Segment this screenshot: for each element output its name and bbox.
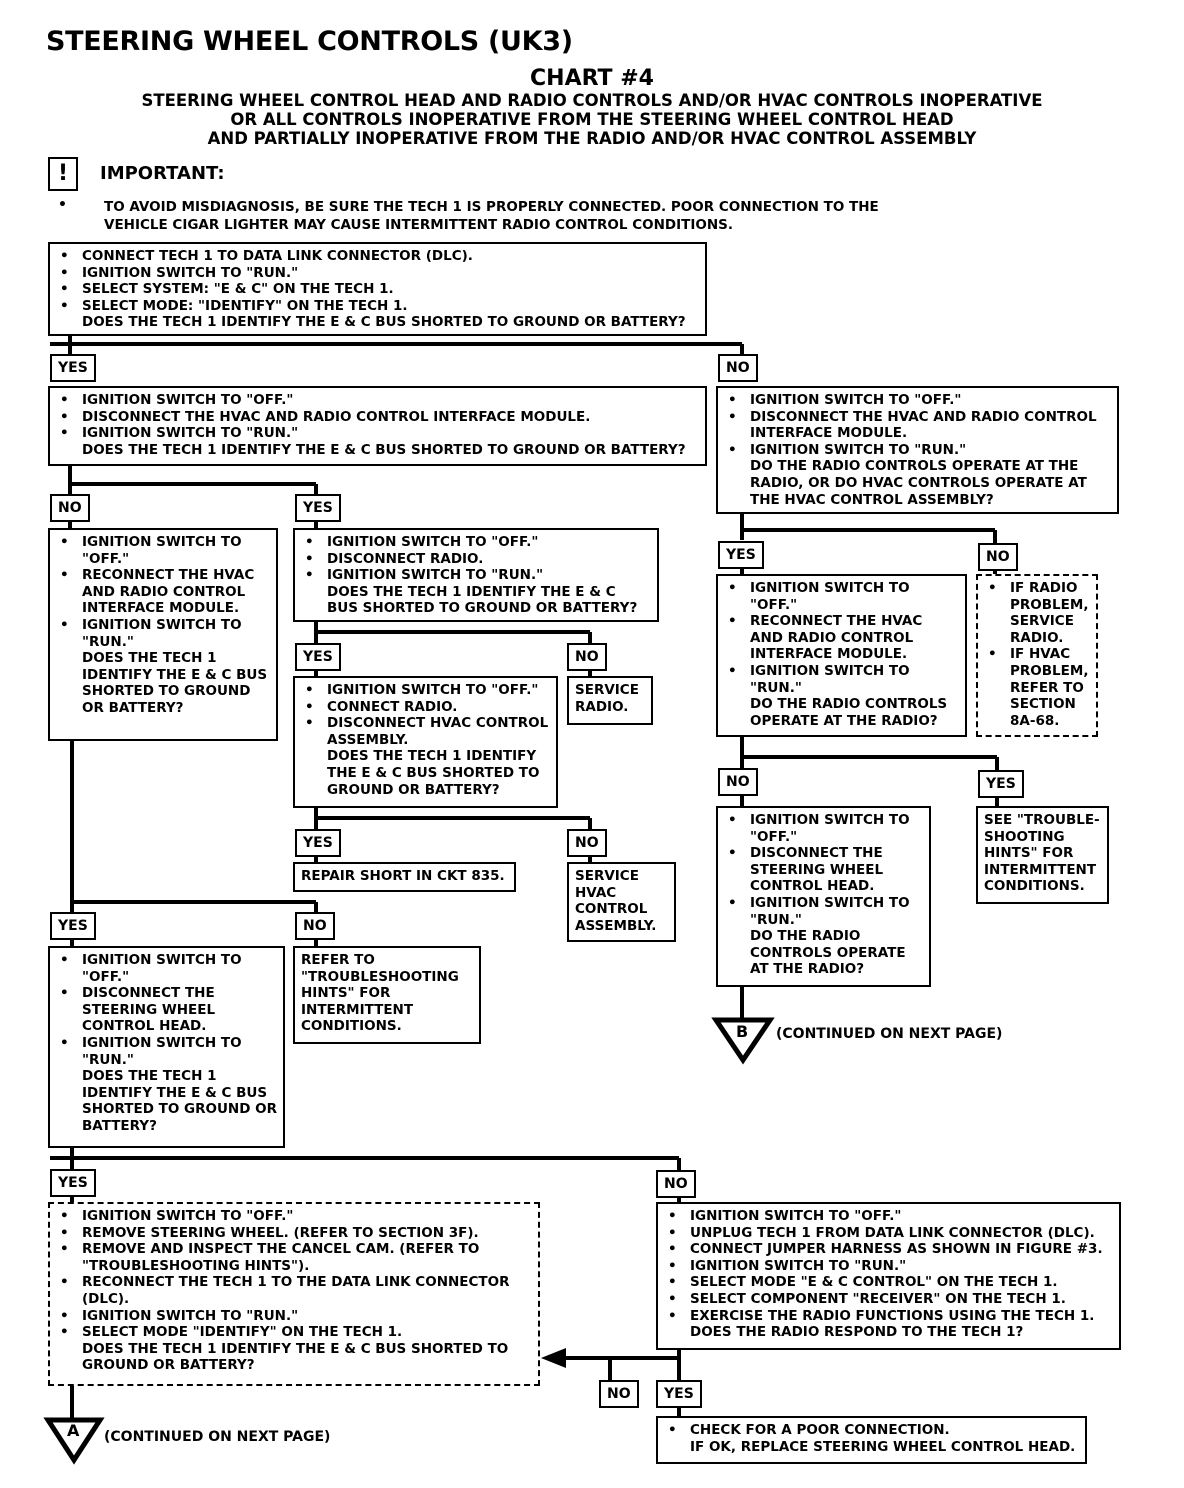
step-item: • IGNITION SWITCH TO "OFF." (724, 580, 959, 613)
no-label: NO (599, 1380, 639, 1408)
step-item: IF OK, REPLACE STEERING WHEEL CONTROL HEAD. (690, 1438, 1076, 1455)
flow-arrowhead (541, 1348, 566, 1368)
step-question: DOES THE TECH 1 IDENTIFY THE E & C BUS SHORTED TO GROUND OR BATTERY? (327, 583, 638, 617)
continued-note: (CONTINUED ON NEXT PAGE) (104, 1429, 331, 1445)
step-item: • IGNITION SWITCH TO "RUN." (301, 567, 651, 584)
no-label: NO (718, 768, 758, 796)
step-item: • IGNITION SWITCH TO "RUN." (56, 617, 270, 650)
step-item: • EXERCISE THE RADIO FUNCTIONS USING THE TECH 1. (664, 1308, 1113, 1325)
step-box (656, 1202, 1121, 1350)
step-item: • IGNITION SWITCH TO "RUN." (664, 1258, 1113, 1275)
step-box (716, 574, 967, 737)
yes-label: YES (295, 829, 341, 857)
important-note-line: VEHICLE CIGAR LIGHTER MAY CAUSE INTERMITTENT RADIO CONTROL CONDITIONS. (104, 217, 733, 233)
step-box (48, 1202, 540, 1386)
page-title: STEERING WHEEL CONTROLS (UK3) (46, 26, 573, 57)
step-item: • SELECT MODE: "IDENTIFY" ON THE TECH 1. (56, 298, 699, 315)
subtitle-line: OR ALL CONTROLS INOPERATIVE FROM THE STEERING WHEEL CONTROL HEAD (230, 110, 954, 129)
step-question: DOES THE TECH 1 IDENTIFY THE E & C BUS SHORTED TO GROUND OR BATTERY? (82, 1068, 277, 1134)
step-item: • SELECT MODE "IDENTIFY" ON THE TECH 1. (56, 1324, 532, 1341)
result-box: SEE "TROUBLE-SHOOTING HINTS" FOR INTERMITTENT CONDITIONS. (976, 806, 1109, 904)
step-item: • CONNECT TECH 1 TO DATA LINK CONNECTOR (DLC). (56, 248, 699, 265)
step-box (716, 806, 931, 987)
step-item: • IGNITION SWITCH TO "OFF." (301, 682, 550, 699)
step-item: • SELECT MODE "E & C CONTROL" ON THE TECH 1. (664, 1274, 1113, 1291)
step-question: DO THE RADIO CONTROLS OPERATE AT THE RADIO? (750, 928, 906, 978)
step-item: • CHECK FOR A POOR CONNECTION. (664, 1422, 1079, 1439)
chart-number: CHART #4 (530, 66, 654, 91)
step-question: DOES THE TECH 1 IDENTIFY THE E & C BUS SHORTED TO GROUND OR BATTERY? (82, 650, 268, 716)
step-item: • IGNITION SWITCH TO "OFF." (724, 812, 923, 845)
yes-label: YES (50, 354, 96, 382)
step-box (48, 242, 707, 336)
connector-b-letter: B (736, 1022, 749, 1041)
continued-note: (CONTINUED ON NEXT PAGE) (776, 1026, 1003, 1042)
yes-label: YES (295, 494, 341, 522)
subtitle-line: AND PARTIALLY INOPERATIVE FROM THE RADIO AND/OR HVAC CONTROL ASSEMBLY (207, 129, 977, 148)
no-label: NO (567, 643, 607, 671)
step-item: • IF RADIO PROBLEM, SERVICE RADIO. (984, 580, 1090, 646)
yes-label: YES (295, 643, 341, 671)
step-item: • IGNITION SWITCH TO "OFF." (301, 534, 651, 551)
no-label: NO (656, 1170, 696, 1198)
step-item: • DISCONNECT THE STEERING WHEEL CONTROL HEAD. (56, 985, 277, 1035)
step-question: DOES THE TECH 1 IDENTIFY THE E & C BUS SHORTED TO GROUND OR BATTERY? (82, 1340, 509, 1374)
step-box (48, 528, 278, 741)
important-note-line: TO AVOID MISDIAGNOSIS, BE SURE THE TECH 1 IS PROPERLY CONNECTED. POOR CONNECTION TO THE (104, 199, 879, 215)
step-question: DO THE RADIO CONTROLS OPERATE AT THE RADIO? (750, 696, 948, 729)
step-item: • SELECT SYSTEM: "E & C" ON THE TECH 1. (56, 281, 699, 298)
step-box (48, 946, 285, 1148)
step-item: • DISCONNECT THE STEERING WHEEL CONTROL HEAD. (724, 845, 923, 895)
step-item: • IGNITION SWITCH TO "RUN." (724, 663, 959, 696)
step-item: • DISCONNECT THE HVAC AND RADIO CONTROL INTERFACE MODULE. (56, 409, 699, 426)
step-question: DOES THE TECH 1 IDENTIFY THE E & C BUS SHORTED TO GROUND OR BATTERY? (327, 748, 540, 798)
step-question: DOES THE TECH 1 IDENTIFY THE E & C BUS SHORTED TO GROUND OR BATTERY? (82, 314, 686, 331)
important-icon: ! (48, 157, 78, 191)
yes-label: YES (50, 912, 96, 940)
result-box: REFER TO "TROUBLESHOOTING HINTS" FOR INTERMITTENT CONDITIONS. (293, 946, 481, 1044)
step-item: • RECONNECT THE TECH 1 TO THE DATA LINK CONNECTOR (DLC). (56, 1274, 532, 1307)
step-item: • IGNITION SWITCH TO "RUN." (56, 265, 699, 282)
step-item: • IGNITION SWITCH TO "OFF." (664, 1208, 1113, 1225)
step-item: • IGNITION SWITCH TO "RUN." (56, 1035, 277, 1068)
step-item: • RECONNECT THE HVAC AND RADIO CONTROL INTERFACE MODULE. (724, 613, 959, 663)
step-item: • IGNITION SWITCH TO "RUN." (56, 425, 699, 442)
important-bullet: • (58, 197, 67, 213)
step-item: • IGNITION SWITCH TO "RUN." (724, 895, 923, 928)
step-item: • IGNITION SWITCH TO "RUN." (56, 1308, 532, 1325)
step-item: • IGNITION SWITCH TO "RUN." (724, 442, 1111, 459)
step-question: DOES THE RADIO RESPOND TO THE TECH 1? (690, 1324, 1024, 1341)
no-label: NO (50, 494, 90, 522)
step-box (48, 386, 707, 466)
no-label: NO (978, 543, 1018, 571)
yes-label: YES (50, 1169, 96, 1197)
step-item: • UNPLUG TECH 1 FROM DATA LINK CONNECTOR (DLC). (664, 1225, 1113, 1242)
step-item: • CONNECT RADIO. (301, 699, 550, 716)
subtitle-line: STEERING WHEEL CONTROL HEAD AND RADIO CONTROLS AND/OR HVAC CONTROLS INOPERATIVE (141, 91, 1043, 110)
step-item: • RECONNECT THE HVAC AND RADIO CONTROL INTERFACE MODULE. (56, 567, 270, 617)
step-box (293, 528, 659, 622)
step-item: • DISCONNECT THE HVAC AND RADIO CONTROL INTERFACE MODULE. (724, 409, 1111, 442)
step-box (293, 676, 558, 808)
no-label: NO (295, 912, 335, 940)
result-box (976, 574, 1098, 737)
no-label: NO (567, 829, 607, 857)
step-item: • IGNITION SWITCH TO "OFF." (56, 392, 699, 409)
step-item: • REMOVE STEERING WHEEL. (REFER TO SECTION 3F). (56, 1225, 532, 1242)
yes-label: YES (718, 541, 764, 569)
step-box (716, 386, 1119, 514)
step-item: • CONNECT JUMPER HARNESS AS SHOWN IN FIGURE #3. (664, 1241, 1113, 1258)
no-label: NO (718, 354, 758, 382)
yes-label: YES (656, 1380, 702, 1408)
connector-a-letter: A (67, 1421, 80, 1440)
step-question: DO THE RADIO CONTROLS OPERATE AT THE RADIO, OR DO HVAC CONTROLS OPERATE AT THE HVAC CONTROL ASSEMBLY? (750, 458, 1087, 508)
step-item: • DISCONNECT HVAC CONTROL ASSEMBLY. (301, 715, 550, 748)
result-box: REPAIR SHORT IN CKT 835. (293, 862, 516, 892)
step-item: • DISCONNECT RADIO. (301, 551, 651, 568)
step-item: • IGNITION SWITCH TO "OFF." (56, 1208, 532, 1225)
step-item: • IF HVAC PROBLEM, REFER TO SECTION 8A-68. (984, 646, 1090, 729)
result-box: SERVICE RADIO. (567, 676, 653, 725)
result-box (656, 1416, 1087, 1464)
step-item: • IGNITION SWITCH TO "OFF." (56, 952, 277, 985)
important-heading: IMPORTANT: (100, 163, 225, 184)
yes-label: YES (978, 770, 1024, 798)
step-item: • REMOVE AND INSPECT THE CANCEL CAM. (REFER TO "TROUBLESHOOTING HINTS"). (56, 1241, 532, 1274)
step-question: DOES THE TECH 1 IDENTIFY THE E & C BUS SHORTED TO GROUND OR BATTERY? (82, 441, 686, 458)
step-item: • IGNITION SWITCH TO "OFF." (56, 534, 270, 567)
step-item: • SELECT COMPONENT "RECEIVER" ON THE TECH 1. (664, 1291, 1113, 1308)
step-item: • IGNITION SWITCH TO "OFF." (724, 392, 1111, 409)
result-box: SERVICE HVAC CONTROL ASSEMBLY. (567, 862, 676, 942)
